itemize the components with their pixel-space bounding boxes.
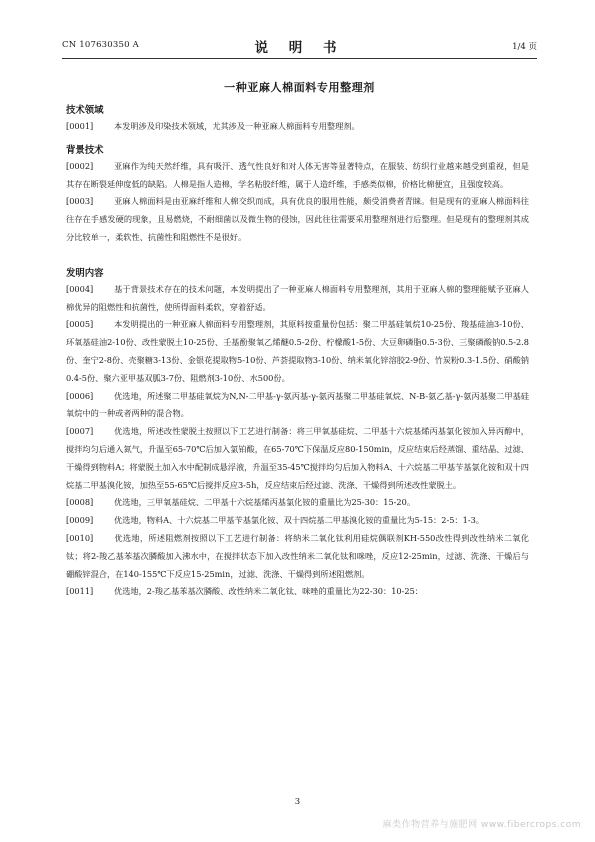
page-number: 3 (294, 797, 301, 807)
paragraph-text: 亚麻人棉面料是由亚麻纤维和人棉交织而成，具有优良的服用性能，颇受消费者青睐。但是现有的亚麻人棉面料往往存在手感发硬的现象，且易燃烧，不耐细菌以及微生物的侵蚀，因此往往需要采用整理剂进行后整理。但是现有的整理剂其成分比较单一，柔软性、抗菌性和阻燃性不是很好。 (66, 196, 529, 242)
document-type-label: 说 明 书 (254, 40, 345, 56)
paragraph-number: [0007] (66, 426, 94, 437)
publication-number: CN 107630350 A (62, 40, 139, 50)
page-indicator: 1/4 页 (512, 42, 537, 52)
paragraph (66, 281, 529, 317)
paragraph-text: 基于背景技术存在的技术问题，本发明提出了一种亚麻人棉面料专用整理剂，其用于亚麻人棉的整理能赋予亚麻人棉优异的阻燃性和抗菌性，使所得面料柔软，穿着舒适。 (66, 283, 529, 312)
page-header (62, 36, 537, 54)
paragraph-text: 优选地，物料A、十六烷基二甲基苄基氯化铵、双十四烷基二甲基溴化铵的重量比为5-15：2-5：1-3。 (114, 515, 484, 526)
paragraph-number: [0001] (66, 121, 94, 131)
document-body (66, 104, 529, 601)
paragraph (66, 158, 529, 194)
paragraph-text: 本发明提出的一种亚麻人棉面料专用整理剂，其原料按重量份包括：聚二甲基硅氧烷10-25份、羧基硅油3-10份、环氧基硅油2-10份、改性蒙脱土10-25份、壬基酚聚氧乙烯醚0.5-2份、柠檬酸1-5份、大豆卵磷脂0.5-3份、三聚磷酸钠0.5-2.8份、奎宁2-8份、壳聚糖3-13份、金银花提取物5-10份、芦荟提取物3-10份、纳米氧化锌溶胶2-9份、竹炭粉0.3-1.5份、硝酸钠0.4-5份、聚六亚甲基双胍3-7份、阻燃剂3-10份、水500份。 (66, 319, 529, 383)
section-heading-technical-field: 技术领域 (66, 105, 104, 116)
paragraph-number: [0010] (66, 532, 94, 543)
paragraph (66, 530, 529, 583)
site-watermark: 麻类作物营养与施肥网 www.fibercrops.com (382, 820, 581, 830)
paragraph (66, 494, 529, 512)
section-heading-background: 背景技术 (66, 144, 104, 156)
paragraph-number: [0011] (66, 586, 94, 597)
document-title: 一种亚麻人棉面料专用整理剂 (224, 81, 375, 94)
paragraph-text: 优选地，所述聚二甲基硅氧烷为N,N-二甲基-γ-氨丙基-γ-氨丙基聚二甲基硅氧烷、N-B-氨乙基-γ-氨丙基聚二甲基硅氧烷中的一种或者两种的混合物。 (66, 390, 529, 419)
paragraph-text: 亚麻作为纯天然纤维，具有吸汗、透气性良好和对人体无害等显著特点，在服装、纺织行业越来越受到重视，但是其存在断裂延伸度低的缺陷。人棉是指人造棉，学名粘胶纤维，属于人造纤维，手感类似棉，价格比棉便宜，且强度较高。 (66, 160, 529, 189)
paragraph-text: 优选地，所述阻燃剂按照以下工艺进行制备：将纳米二氧化钛利用硅烷偶联剂KH-550改性得到改性纳米二氧化钛；将2-羧乙基苯基次膦酸加入沸水中，在搅拌状态下加入改性纳米二氧化钛和咪唑，反应12-25min，过滤、洗涤、干燥后与硼酸锌混合，在140-155℃下反应15-25min，过滤、洗涤、干燥得到所述阻燃剂。 (66, 532, 529, 579)
paragraph (66, 512, 529, 530)
section-heading-summary: 发明内容 (66, 267, 104, 279)
paragraph (66, 193, 529, 246)
paragraph-text: 本发明涉及印染技术领域，尤其涉及一种亚麻人棉面料专用整理剂。 (114, 121, 360, 131)
paragraph (66, 388, 529, 424)
paragraph-text: 优选地，三甲氧基硅烷、二甲基十六烷基烯丙基氯化铵的重量比为25-30：15-20。 (114, 497, 416, 508)
paragraph-number: [0008] (66, 497, 94, 508)
paragraph-number: [0003] (66, 196, 94, 207)
paragraph-number: [0002] (66, 160, 94, 171)
paragraph-number: [0004] (66, 283, 94, 294)
header-divider (62, 58, 537, 59)
paragraph-number: [0005] (66, 319, 94, 330)
paragraph-number: [0009] (66, 515, 94, 526)
paragraph-text: 优选地，所述改性蒙脱土按照以下工艺进行制备：将三甲氧基硅烷、二甲基十六烷基烯丙基氯化铵加入异丙醇中，搅拌均匀后通入氮气，升温至65-70℃后加入氯铂酸，在65-70℃下保温反应80-150min，反应结束后经蒸馏、重结晶、过滤、干燥得到物料A；将蒙脱土加入水中配制成悬浮液，升温至35-45℃搅拌均匀后加入物料A、十六烷基二甲基苄基氯化铵和双十四烷基二甲基溴化铵，加热至55-65℃后搅拌反应3-5h，反应结束后经过滤、洗涤、干燥得到所述改性蒙脱土。 (66, 426, 529, 490)
paragraph-text: 优选地，2-羧乙基苯基次膦酸、改性纳米二氧化钛、咪唑的重量比为22-30：10-25： (114, 586, 423, 597)
spacer (66, 247, 529, 267)
paragraph-number: [0006] (66, 390, 94, 401)
paragraph (66, 316, 529, 387)
paragraph (66, 423, 529, 494)
spacer (66, 136, 529, 144)
paragraph (66, 118, 529, 136)
paragraph (66, 583, 529, 601)
